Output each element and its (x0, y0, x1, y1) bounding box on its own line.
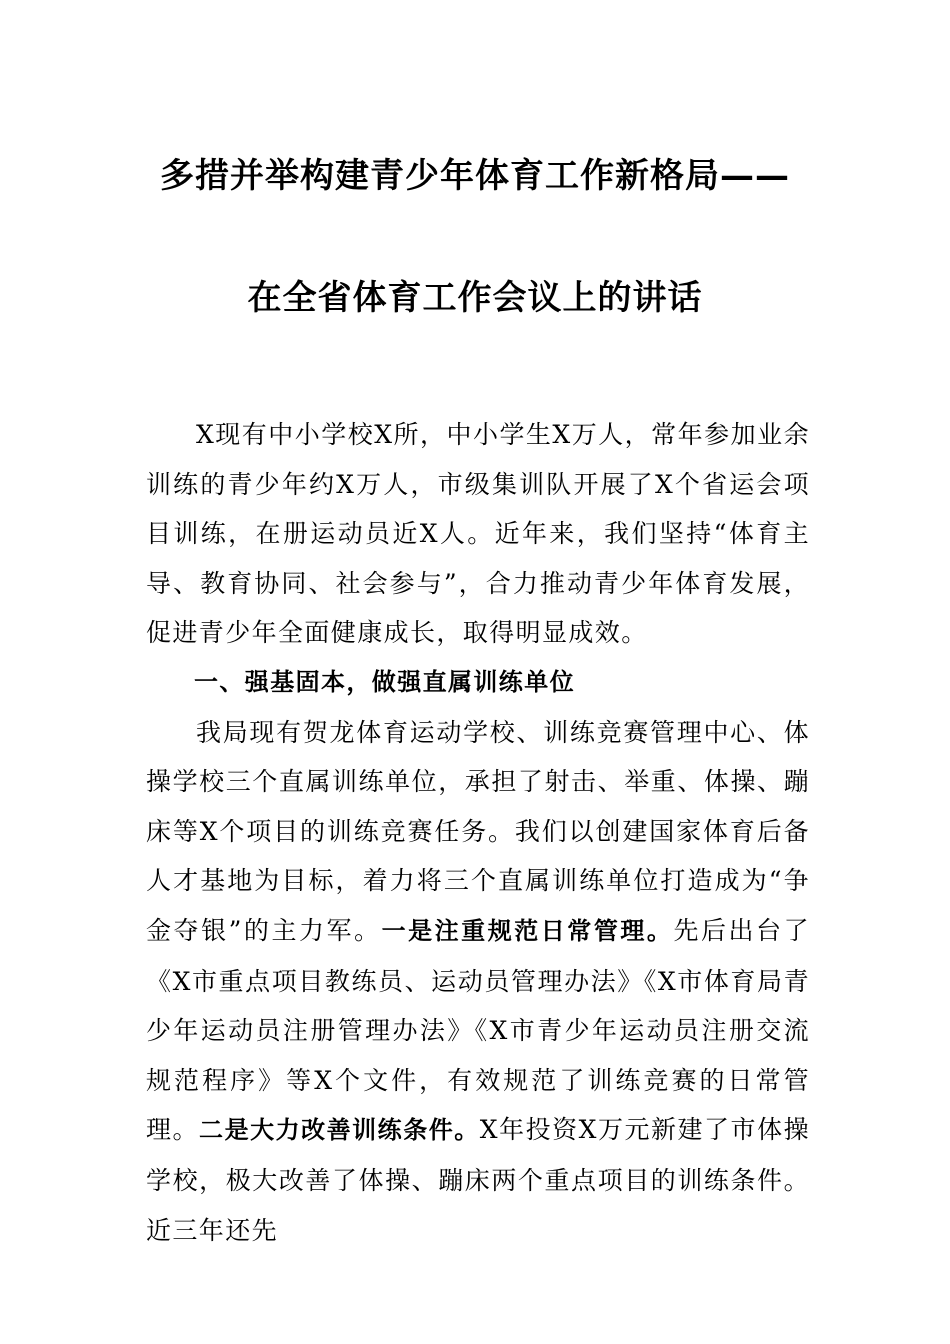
document-body (146, 410, 810, 1255)
section-1-bold-point-1: 一是注重规范日常管理。 (381, 916, 674, 945)
section-1-text-part-2: 先后出台了《X市重点项目教练员、运动员管理办法》《X市体育局青少年运动员注册管理办法》《X市青少年运动员注册交流规范程序》等X个文件，有效规范了训练竞赛的日常管理。 (146, 915, 810, 1145)
document-title-line-2: 在全省体育工作会议上的讲话 (247, 278, 703, 318)
section-1-heading: 一、强基固本，做强直属训练单位 (194, 667, 575, 696)
intro-paragraph: X现有中小学校X所，中小学生X万人，常年参加业余训练的青少年约X万人，市级集训队开展了X个省运会项目训练，在册运动员近X人。近年来，我们坚持“体育主导、教育协同、社会参与”，合力推动青少年体育发展，促进青少年全面健康成长，取得明显成效。 (146, 420, 810, 648)
section-1-text-part-1: 我局现有贺龙体育运动学校、训练竞赛管理中心、体操学校三个直属训练单位，承担了射击、举重、体操、蹦床等X个项目的训练竞赛任务。我们以创建国家体育后备人才基地为目标，着力将三个直属训练单位打造成为“争金夺银”的主力军。 (146, 717, 810, 945)
document-title-line-1: 多措并举构建青少年体育工作新格局—— (160, 156, 790, 196)
section-1-text-part-3: X年投资X万元新建了市体操学校，极大改善了体操、蹦床两个重点项目的训练条件。近三年还先 (146, 1115, 810, 1245)
section-1-bold-point-2: 二是大力改善训练条件。 (199, 1116, 480, 1145)
section-1-paragraph (146, 708, 810, 1256)
